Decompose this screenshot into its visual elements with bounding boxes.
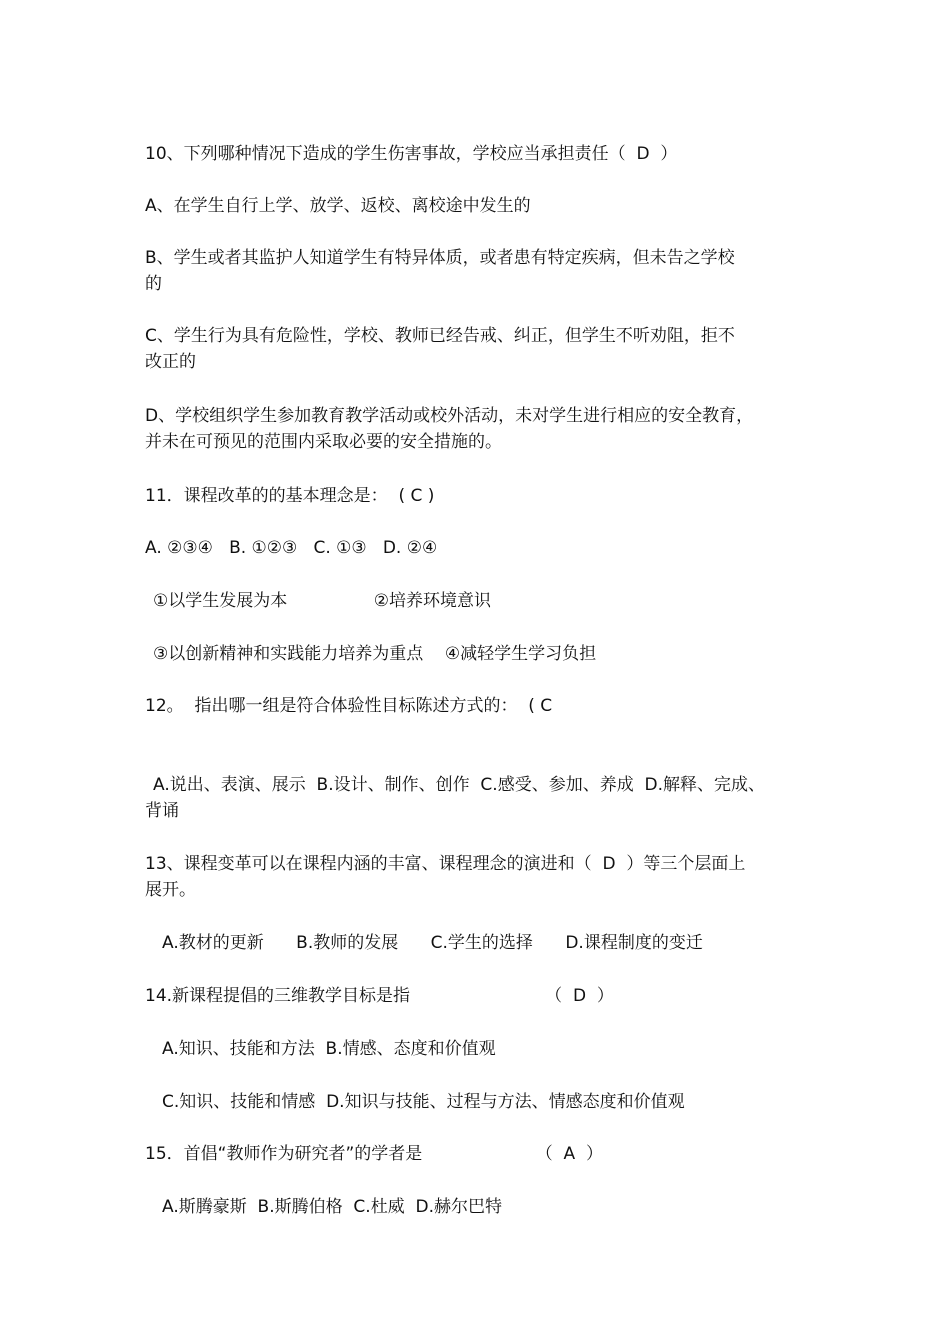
q15-choices: A.斯腾豪斯 B.斯腾伯格 C.杜威 D.赫尔巴特: [162, 1197, 502, 1217]
q12-choices-line2: 背诵: [145, 801, 179, 821]
q10-option-c-line2: 改正的: [145, 352, 196, 372]
q10-option-c-line1: C、学生行为具有危险性，学校、教师已经告戒、纠正，但学生不听劝阻，拒不: [145, 326, 735, 346]
q11-question: 11．课程改革的的基本理念是： ( C ): [145, 486, 435, 506]
q10-option-a: A、在学生自行上学、放学、返校、离校途中发生的: [145, 196, 531, 216]
q12-choices-line1: A.说出、表演、展示 B.设计、制作、创作 C.感受、参加、养成 D.解释、完成、: [153, 775, 765, 795]
q10-option-b-line2: 的: [145, 274, 162, 294]
q14-choices-line2: C.知识、技能和情感 D.知识与技能、过程与方法、情感态度和价值观: [162, 1092, 685, 1112]
q10-option-d-line2: 并未在可预见的范围内采取必要的安全措施的。: [145, 432, 502, 452]
q11-items-line2: ③以创新精神和实践能力培养为重点 ④减轻学生学习负担: [153, 644, 597, 664]
q13-question-line1: 13、课程变革可以在课程内涵的丰富、课程理念的演进和（ D ）等三个层面上: [145, 854, 746, 874]
q14-choices-line1: A.知识、技能和方法 B.情感、态度和价值观: [162, 1039, 496, 1059]
q10-option-d-line1: D、学校组织学生参加教育教学活动或校外活动，未对学生进行相应的安全教育，: [145, 406, 754, 426]
q14-question: 14.新课程提倡的三维教学目标是指 （ D ）: [145, 986, 614, 1006]
q13-choices: A.教材的更新 B.教师的发展 C.学生的选择 D.课程制度的变迁: [162, 933, 703, 953]
q13-question-line2: 展开。: [145, 880, 196, 900]
q11-choices: A. ②③④ B. ①②③ C. ①③ D. ②④: [145, 538, 438, 558]
q15-question: 15．首倡“教师作为研究者”的学者是 （ A ）: [145, 1144, 603, 1164]
q11-items-line1: ①以学生发展为本 ②培养环境意识: [153, 591, 491, 611]
q10-option-b-line1: B、学生或者其监护人知道学生有特异体质，或者患有特定疾病，但未告之学校: [145, 248, 735, 268]
q12-question: 12。 指出哪一组是符合体验性目标陈述方式的： ( C: [145, 696, 553, 716]
q10-question: 10、下列哪种情况下造成的学生伤害事故，学校应当承担责任（ D ）: [145, 144, 678, 164]
